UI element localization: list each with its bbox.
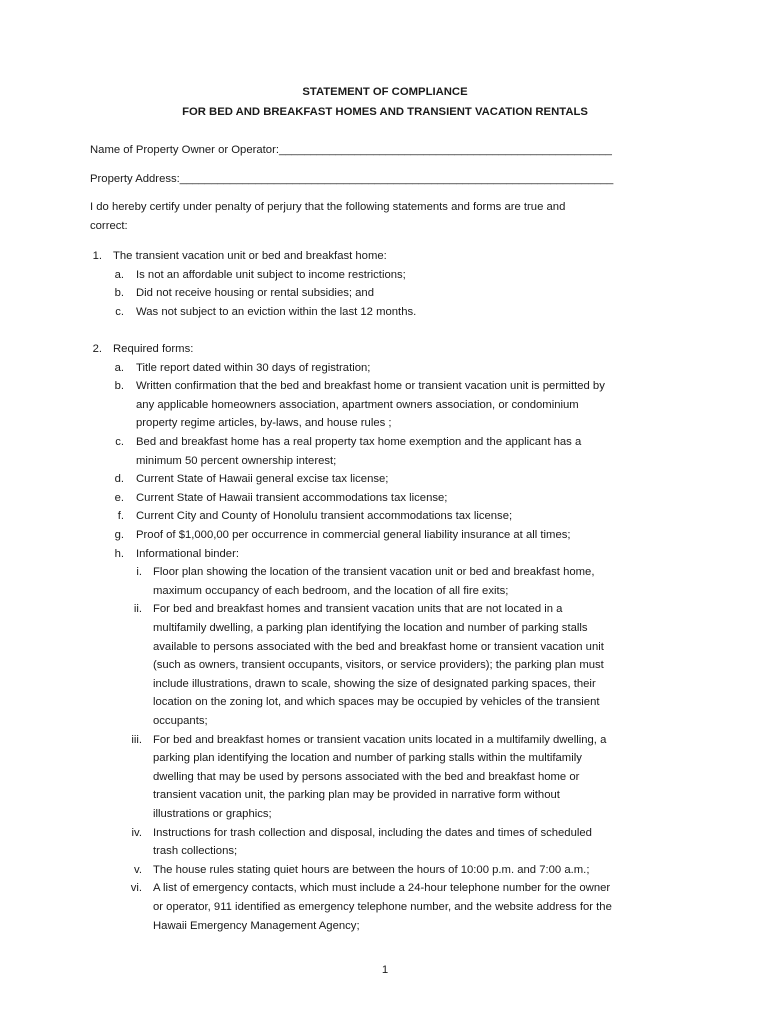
section-2-item-text: Bed and breakfast home has a real property tax home exemption and the applicant has a [136,436,582,448]
page-subtitle: FOR BED AND BREAKFAST HOMES AND TRANSIENT VACATION RENTALS [182,106,588,118]
binder-item-text: parking plan identifying the location and number of parking stalls within the multifamily [153,752,582,765]
binder-item-text: Instructions for trash collection and disposal, including the dates and times of scheduled [153,826,592,839]
owner-field: Name of Property Owner or Operator:_____________________________________________________ [90,144,612,156]
binder-item-text: For bed and breakfast homes and transient vacation units that are not located in a [153,603,563,616]
section-1-item-label: b. [114,287,124,300]
binder-item-text: illustrations or graphics; [153,808,272,820]
section-2-item-label: a. [114,361,124,374]
section-2-item-text: Current City and County of Honolulu transient accommodations tax license; [136,510,513,523]
binder-item-text: location on the zoning lot, and which spaces may be occupied by vehicles of the transient [153,696,600,709]
binder-item-text: transient vacation unit, the parking plan may be provided in narrative form without [153,789,560,802]
section-1-item-text: Is not an affordable unit subject to income restrictions; [136,268,406,281]
section-2-item-text: minimum 50 percent ownership interest; [136,454,337,467]
section-2-heading: Required forms: [113,343,194,355]
binder-item-text: Hawaii Emergency Management Agency; [153,919,360,932]
binder-item-text: For bed and breakfast homes or transient vacation units located in a multifamily dwelling, a [153,733,607,746]
binder-item-text: trash collections; [153,845,238,858]
binder-item-label: iii. [131,733,142,746]
section-2-item-label: f. [117,510,124,523]
section-1-item-text: Did not receive housing or rental subsidies; and [136,287,375,300]
section-1-number: 1. [92,250,102,262]
page-number: 1 [381,964,389,976]
section-2-item-text: Current State of Hawaii general excise tax license; [136,473,389,486]
binder-item-label: ii. [133,603,142,616]
section-2-item-text: Written confirmation that the bed and breakfast home or transient vacation unit is permitted by [136,380,605,393]
binder-item-text: Floor plan showing the location of the transient vacation unit or bed and breakfast home, [153,566,595,579]
section-2-item-text: property regime articles, by-laws, and house rules ; [136,417,392,430]
binder-item-text: (such as owners, transient occupants, visitors, or service providers); the parking plan must [153,659,604,672]
section-2-item-text: Title report dated within 30 days of registration; [136,361,371,374]
section-1-heading: The transient vacation unit or bed and breakfast home: [113,250,387,262]
binder-item-label: iv. [131,826,142,839]
binder-item-label: v. [134,863,142,876]
section-2-item-label: d. [114,473,124,486]
section-1-item-label: c. [115,305,124,318]
certify-line-1: I do hereby certify under penalty of perjury that the following statements and forms are true and [90,201,566,213]
section-2-item-label: h. [114,547,124,560]
section-2-item-label: b. [114,380,124,393]
binder-item-text: include illustrations, drawn to scale, showing the size of designated parking spaces, their [153,677,596,690]
section-2-number: 2. [92,343,102,355]
binder-item-text: or operator, 911 identified as emergency telephone number, and the website address for the [153,901,612,913]
binder-item-text: The house rules stating quiet hours are between the hours of 10:00 p.m. and 7:00 a.m.; [153,863,590,876]
section-1-item-label: a. [114,268,124,281]
section-2-item-label: g. [114,529,124,541]
binder-item-text: available to persons associated with the bed and breakfast home or transient vacation unit [153,640,604,653]
section-2-item-label: e. [114,491,124,504]
section-2-item-text: Proof of $1,000,00 per occurrence in commercial general liability insurance at all times; [136,529,571,541]
binder-item-text: multifamily dwelling, a parking plan identifying the location and number of parking stalls [153,622,588,634]
page-title: STATEMENT OF COMPLIANCE [302,86,468,98]
section-2-item-label: c. [115,436,124,448]
binder-item-label: vi. [130,882,142,895]
address-field: Property Address:_____________________________________________________________________ [90,173,614,185]
section-2-item-text: any applicable homeowners association, apartment owners association, or condominium [136,398,579,411]
binder-item-text: A list of emergency contacts, which must include a 24-hour telephone number for the owner [153,882,611,895]
certify-line-2: correct: [90,220,128,232]
section-2-item-text: Informational binder: [136,547,239,560]
binder-item-label: i. [136,566,142,579]
section-2-item-text: Current State of Hawaii transient accommodations tax license; [136,491,448,504]
binder-item-text: dwelling that may be used by persons associated with the bed and breakfast home or [153,770,580,783]
section-1-item-text: Was not subject to an eviction within the last 12 months. [136,305,417,318]
binder-item-text: occupants; [153,715,208,727]
binder-item-text: maximum occupancy of each bedroom, and the location of all fire exits; [153,584,509,597]
